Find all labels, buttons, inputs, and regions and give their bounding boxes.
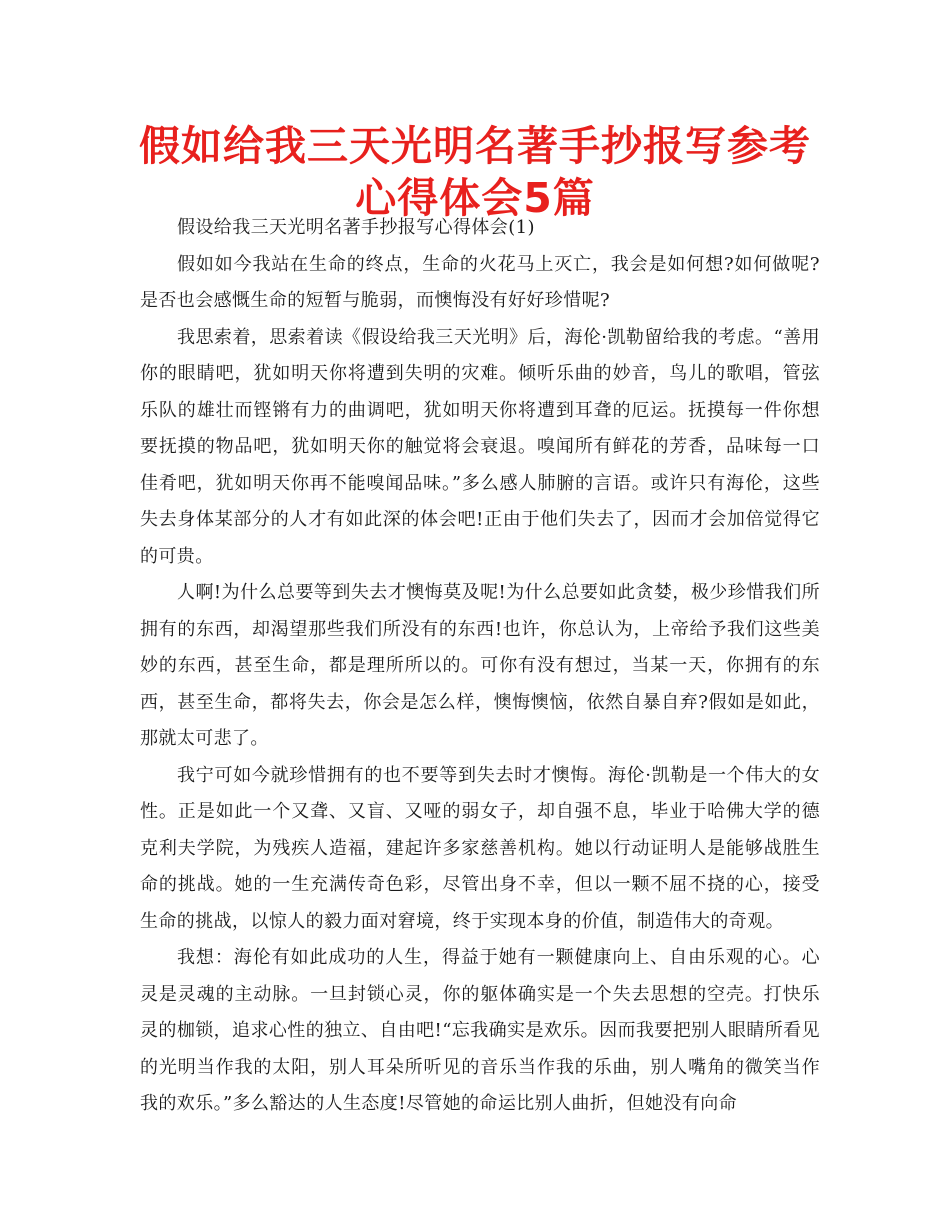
- paragraph: 我想：海伦有如此成功的人生，得益于她有一颗健康向上、自由乐观的心。心灵是灵魂的主动脉。一旦封锁心灵，你的躯体确实是一个失去思想的空壳。打快乐灵的枷锁，追求心性的独立、自由吧!“忘我确实是欢乐。因而我要把别人眼睛所看见的光明当作我的太阳，别人耳朵所听见的音乐当作我的乐曲，别人嘴角的微笑当作我的欢乐。”多么豁达的人生态度!尽管她的命运比别人曲折，但她没有向命: [140, 947, 820, 1114]
- document-body: [140, 210, 820, 1123]
- paragraph: 我思索着，思索着读《假设给我三天光明》后，海伦·凯勒留给我的考虑。“善用你的眼睛吧，犹如明天你将遭到失明的灾难。倾听乐曲的妙音，鸟儿的歌唱，管弦乐队的雄壮而铿锵有力的曲调吧，犹如明天你将遭到耳聋的厄运。抚摸每一件你想要抚摸的物品吧，犹如明天你的触觉将会衰退。嗅闻所有鲜花的芳香，品味每一口佳肴吧，犹如明天你再不能嗅闻品味。”多么感人肺腑的言语。或许只有海伦，这些失去身体某部分的人才有如此深的体会吧!正由于他们失去了，因而才会加倍觉得它的可贵。: [140, 326, 820, 567]
- paragraph: 我宁可如今就珍惜拥有的也不要等到失去时才懊悔。海伦·凯勒是一个伟大的女性。正是如此一个又聋、又盲、又哑的弱女子，却自强不息，毕业于哈佛大学的德克利夫学院，为残疾人造福，建起许多家慈善机构。她以行动证明人是能够战胜生命的挑战。她的一生充满传奇色彩，尽管出身不幸，但以一颗不屈不挠的心，接受生命的挑战，以惊人的毅力面对窘境，终于实现本身的价值，制造伟大的奇观。: [140, 764, 820, 932]
- paragraph: 人啊!为什么总要等到失去才懊悔莫及呢!为什么总要如此贪婪，极少珍惜我们所拥有的东西，却渴望那些我们所没有的东西!也许，你总认为，上帝给予我们这些美妙的东西，甚至生命，都是理所所以的。可你有没有想过，当某一天，你拥有的东西，甚至生命，都将失去，你会是怎么样，懊悔懊恼，依然自暴自弃?假如是如此，那就太可悲了。: [140, 582, 820, 749]
- document-title: 假如给我三天光明名著手抄报写参考心得体会5篇: [139, 122, 811, 222]
- paragraph: 假如如今我站在生命的终点，生命的火花马上灭亡，我会是如何想?如何做呢?是否也会感慨生命的短暂与脆弱，而懊悔没有好好珍惜呢?: [140, 253, 820, 311]
- section-heading: 假设给我三天光明名著手抄报写心得体会(1): [177, 217, 535, 238]
